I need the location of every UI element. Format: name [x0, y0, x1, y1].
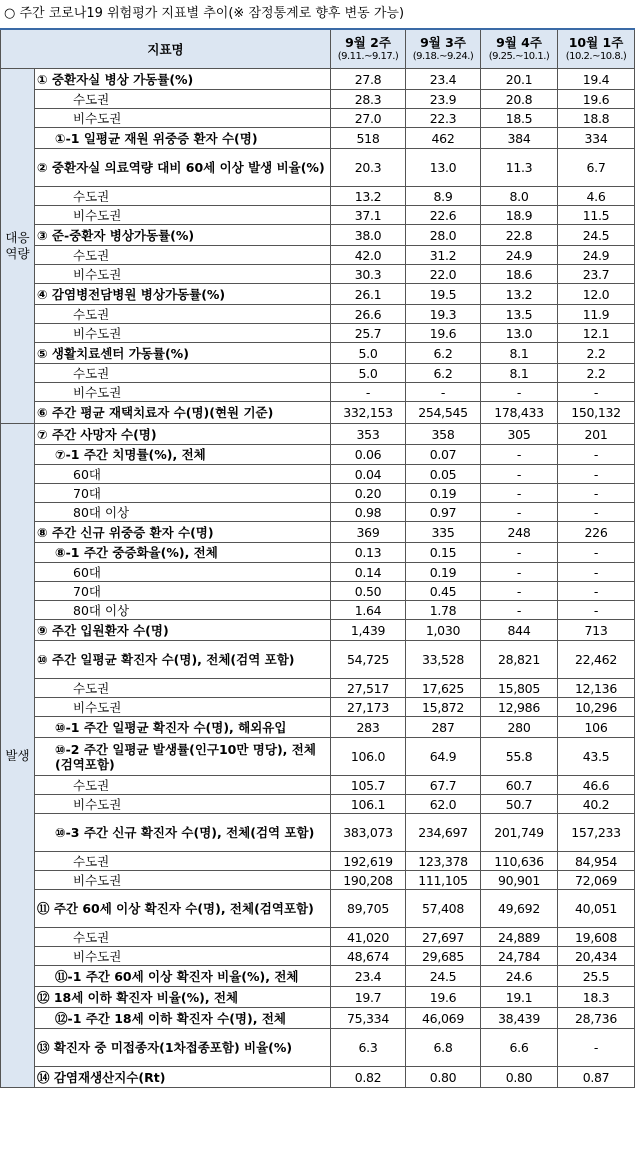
value-cell: 0.98 [331, 503, 406, 522]
row-label: ⑫-1 주간 18세 이하 확진자 수(명), 전체 [35, 1008, 331, 1029]
table-row [1, 698, 635, 717]
row-label: 수도권 [35, 305, 331, 324]
table-row [1, 305, 635, 324]
table-row [1, 738, 635, 776]
value-cell: - [481, 503, 558, 522]
value-cell: 27,173 [331, 698, 406, 717]
value-cell: 50.7 [481, 795, 558, 814]
value-cell: 234,697 [406, 814, 481, 852]
row-label: 비수도권 [35, 324, 331, 343]
value-cell: 0.20 [331, 484, 406, 503]
value-cell: - [481, 543, 558, 563]
value-cell: 8.9 [406, 187, 481, 206]
value-cell: - [331, 383, 406, 402]
value-cell: 111,105 [406, 871, 481, 890]
value-cell: - [558, 582, 635, 601]
row-label: ⑤ 생활치료센터 가동률(%) [35, 343, 331, 364]
row-label: ⑦-1 주간 치명률(%), 전체 [35, 445, 331, 465]
table-row [1, 1029, 635, 1067]
value-cell: 89,705 [331, 890, 406, 928]
value-cell: 0.80 [406, 1067, 481, 1088]
value-cell: 6.2 [406, 343, 481, 364]
value-cell: 332,153 [331, 402, 406, 424]
value-cell: 19.5 [406, 284, 481, 305]
value-cell: 5.0 [331, 343, 406, 364]
table-row [1, 364, 635, 383]
value-cell: 334 [558, 128, 635, 149]
value-cell: 10,296 [558, 698, 635, 717]
value-cell: 6.7 [558, 149, 635, 187]
value-cell: 2.2 [558, 364, 635, 383]
value-cell: 305 [481, 424, 558, 445]
row-label: ①-1 일평균 재원 위중증 환자 수(명) [35, 128, 331, 149]
table-row [1, 206, 635, 225]
value-cell: 0.80 [481, 1067, 558, 1088]
row-label: 수도권 [35, 90, 331, 109]
value-cell: 6.2 [406, 364, 481, 383]
value-cell: 12.0 [558, 284, 635, 305]
value-cell: 178,433 [481, 402, 558, 424]
value-cell: 358 [406, 424, 481, 445]
value-cell: - [481, 563, 558, 582]
table-row [1, 225, 635, 246]
table-row [1, 324, 635, 343]
value-cell: 13.2 [331, 187, 406, 206]
row-label: 비수도권 [35, 947, 331, 966]
indicator-header: 지표명 [1, 29, 331, 69]
value-cell: 22.3 [406, 109, 481, 128]
value-cell: 46.6 [558, 776, 635, 795]
value-cell: 13.0 [406, 149, 481, 187]
value-cell: 0.87 [558, 1067, 635, 1088]
week-header: 10월 1주 (10.2.~10.8.) [558, 29, 635, 69]
value-cell: - [558, 445, 635, 465]
value-cell: 90,901 [481, 871, 558, 890]
value-cell: 353 [331, 424, 406, 445]
value-cell: 18.5 [481, 109, 558, 128]
value-cell: 11.3 [481, 149, 558, 187]
value-cell: - [481, 383, 558, 402]
table-row [1, 814, 635, 852]
value-cell: 33,528 [406, 641, 481, 679]
table-row [1, 641, 635, 679]
value-cell: 248 [481, 522, 558, 543]
value-cell: 287 [406, 717, 481, 738]
value-cell: 6.6 [481, 1029, 558, 1067]
row-label: ⑩-1 주간 일평균 확진자 수(명), 해외유입 [35, 717, 331, 738]
value-cell: 29,685 [406, 947, 481, 966]
value-cell: 24.5 [406, 966, 481, 987]
value-cell: 844 [481, 620, 558, 641]
table-row [1, 69, 635, 90]
table-row [1, 128, 635, 149]
value-cell: 24.6 [481, 966, 558, 987]
table-row [1, 890, 635, 928]
value-cell: 0.04 [331, 465, 406, 484]
value-cell: 37.1 [331, 206, 406, 225]
table-row [1, 966, 635, 987]
row-label: ⑧-1 주간 중증화율(%), 전체 [35, 543, 331, 563]
value-cell: - [558, 383, 635, 402]
table-row [1, 987, 635, 1008]
row-label: 80대 이상 [35, 503, 331, 522]
table-row [1, 582, 635, 601]
table-row [1, 465, 635, 484]
value-cell: 1,030 [406, 620, 481, 641]
value-cell: 24.9 [481, 246, 558, 265]
value-cell: - [558, 563, 635, 582]
group-label: 발생 [1, 424, 35, 1088]
table-row [1, 343, 635, 364]
table-row [1, 852, 635, 871]
value-cell: - [558, 503, 635, 522]
value-cell: 19.1 [481, 987, 558, 1008]
row-label: ⑭ 감염재생산지수(Rt) [35, 1067, 331, 1088]
row-label: ⑩-3 주간 신규 확진자 수(명), 전체(검역 포함) [35, 814, 331, 852]
week-header: 9월 4주 (9.25.~10.1.) [481, 29, 558, 69]
row-label: ② 중환자실 의료역량 대비 60세 이상 발생 비율(%) [35, 149, 331, 187]
value-cell: 2.2 [558, 343, 635, 364]
row-label: 비수도권 [35, 109, 331, 128]
value-cell: 15,805 [481, 679, 558, 698]
table-row [1, 717, 635, 738]
value-cell: 157,233 [558, 814, 635, 852]
value-cell: 0.19 [406, 484, 481, 503]
value-cell: 27,517 [331, 679, 406, 698]
row-label: ⑨ 주간 입원환자 수(명) [35, 620, 331, 641]
value-cell: 4.6 [558, 187, 635, 206]
value-cell: 190,208 [331, 871, 406, 890]
value-cell: 6.8 [406, 1029, 481, 1067]
table-row [1, 679, 635, 698]
table-header-row [1, 29, 635, 69]
value-cell: 24.9 [558, 246, 635, 265]
value-cell: 40,051 [558, 890, 635, 928]
value-cell: - [481, 465, 558, 484]
value-cell: 1.64 [331, 601, 406, 620]
value-cell: 25.7 [331, 324, 406, 343]
value-cell: 19.6 [406, 324, 481, 343]
value-cell: 0.97 [406, 503, 481, 522]
row-label: ⑪-1 주간 60세 이상 확진자 비율(%), 전체 [35, 966, 331, 987]
value-cell: 462 [406, 128, 481, 149]
row-label: 60대 [35, 563, 331, 582]
row-label: 비수도권 [35, 698, 331, 717]
value-cell: - [558, 484, 635, 503]
row-label: 비수도권 [35, 871, 331, 890]
value-cell: 105.7 [331, 776, 406, 795]
value-cell: 19.7 [331, 987, 406, 1008]
value-cell: 23.7 [558, 265, 635, 284]
value-cell: 43.5 [558, 738, 635, 776]
value-cell: 24.5 [558, 225, 635, 246]
value-cell: 11.9 [558, 305, 635, 324]
value-cell: 28,736 [558, 1008, 635, 1029]
value-cell: 19.3 [406, 305, 481, 324]
value-cell: 20,434 [558, 947, 635, 966]
value-cell: 8.0 [481, 187, 558, 206]
table-row [1, 445, 635, 465]
value-cell: 23.4 [331, 966, 406, 987]
value-cell: 23.9 [406, 90, 481, 109]
value-cell: - [406, 383, 481, 402]
value-cell: 106.0 [331, 738, 406, 776]
value-cell: 27.8 [331, 69, 406, 90]
row-label: 수도권 [35, 928, 331, 947]
value-cell: 18.8 [558, 109, 635, 128]
value-cell: 62.0 [406, 795, 481, 814]
table-row [1, 246, 635, 265]
value-cell: 26.1 [331, 284, 406, 305]
row-label: ⑪ 주간 60세 이상 확진자 수(명), 전체(검역포함) [35, 890, 331, 928]
value-cell: 20.8 [481, 90, 558, 109]
value-cell: 27.0 [331, 109, 406, 128]
row-label: ⑧ 주간 신규 위중증 환자 수(명) [35, 522, 331, 543]
value-cell: 0.19 [406, 563, 481, 582]
table-row [1, 563, 635, 582]
value-cell: 41,020 [331, 928, 406, 947]
value-cell: - [481, 445, 558, 465]
table-row [1, 543, 635, 563]
row-label: 비수도권 [35, 795, 331, 814]
value-cell: 40.2 [558, 795, 635, 814]
row-label: 비수도권 [35, 206, 331, 225]
table-body [1, 69, 635, 1088]
table-row [1, 871, 635, 890]
value-cell: - [481, 601, 558, 620]
value-cell: 22.8 [481, 225, 558, 246]
table-row [1, 776, 635, 795]
value-cell: 12,136 [558, 679, 635, 698]
value-cell: - [481, 582, 558, 601]
value-cell: 18.3 [558, 987, 635, 1008]
value-cell: 27,697 [406, 928, 481, 947]
value-cell: 1.78 [406, 601, 481, 620]
value-cell: 335 [406, 522, 481, 543]
value-cell: 383,073 [331, 814, 406, 852]
row-label: 수도권 [35, 852, 331, 871]
value-cell: 22,462 [558, 641, 635, 679]
row-label: ⑥ 주간 평균 재택치료자 수(명)(현원 기준) [35, 402, 331, 424]
table-row [1, 620, 635, 641]
value-cell: 42.0 [331, 246, 406, 265]
value-cell: 60.7 [481, 776, 558, 795]
value-cell: 110,636 [481, 852, 558, 871]
value-cell: 24,889 [481, 928, 558, 947]
table-row [1, 947, 635, 966]
table-row [1, 1008, 635, 1029]
value-cell: 20.1 [481, 69, 558, 90]
value-cell: 0.14 [331, 563, 406, 582]
value-cell: 23.4 [406, 69, 481, 90]
value-cell: 19.6 [406, 987, 481, 1008]
value-cell: 12,986 [481, 698, 558, 717]
value-cell: 254,545 [406, 402, 481, 424]
table-row [1, 90, 635, 109]
value-cell: 192,619 [331, 852, 406, 871]
table-row [1, 284, 635, 305]
value-cell: 48,674 [331, 947, 406, 966]
value-cell: 0.45 [406, 582, 481, 601]
row-label: 60대 [35, 465, 331, 484]
value-cell: 8.1 [481, 343, 558, 364]
table-row [1, 928, 635, 947]
value-cell: 6.3 [331, 1029, 406, 1067]
value-cell: 22.6 [406, 206, 481, 225]
row-label: ④ 감염병전담병원 병상가동률(%) [35, 284, 331, 305]
value-cell: 106.1 [331, 795, 406, 814]
value-cell: 28.0 [406, 225, 481, 246]
row-label: ⑬ 확진자 중 미접종자(1차접종포함) 비율(%) [35, 1029, 331, 1067]
value-cell: 64.9 [406, 738, 481, 776]
value-cell: 18.6 [481, 265, 558, 284]
value-cell: 46,069 [406, 1008, 481, 1029]
value-cell: 5.0 [331, 364, 406, 383]
value-cell: 26.6 [331, 305, 406, 324]
value-cell: 72,069 [558, 871, 635, 890]
value-cell: 384 [481, 128, 558, 149]
table-row [1, 402, 635, 424]
risk-indicator-table [0, 28, 635, 1088]
table-row [1, 601, 635, 620]
value-cell: 0.50 [331, 582, 406, 601]
value-cell: 24,784 [481, 947, 558, 966]
table-row [1, 383, 635, 402]
value-cell: 0.82 [331, 1067, 406, 1088]
table-row [1, 109, 635, 128]
value-cell: 0.06 [331, 445, 406, 465]
value-cell: - [558, 543, 635, 563]
value-cell: 226 [558, 522, 635, 543]
row-label: ⑦ 주간 사망자 수(명) [35, 424, 331, 445]
value-cell: 25.5 [558, 966, 635, 987]
row-label: 수도권 [35, 776, 331, 795]
value-cell: 38,439 [481, 1008, 558, 1029]
value-cell: 19.4 [558, 69, 635, 90]
value-cell: 49,692 [481, 890, 558, 928]
row-label: 70대 [35, 582, 331, 601]
row-label: 70대 [35, 484, 331, 503]
value-cell: 19.6 [558, 90, 635, 109]
table-row [1, 503, 635, 522]
value-cell: 12.1 [558, 324, 635, 343]
row-label: ⑩-2 주간 일평균 발생률(인구10만 명당), 전체(검역포함) [35, 738, 331, 776]
value-cell: 18.9 [481, 206, 558, 225]
table-row [1, 149, 635, 187]
table-row [1, 187, 635, 206]
value-cell: - [558, 601, 635, 620]
row-label: 수도권 [35, 187, 331, 206]
value-cell: 19,608 [558, 928, 635, 947]
row-label: ⑩ 주간 일평균 확진자 수(명), 전체(검역 포함) [35, 641, 331, 679]
row-label: 수도권 [35, 364, 331, 383]
row-label: ⑫ 18세 이하 확진자 비율(%), 전체 [35, 987, 331, 1008]
page-title: ○ 주간 코로나19 위험평가 지표별 추이(※ 잠정통계로 향후 변동 가능) [4, 6, 405, 21]
value-cell: 30.3 [331, 265, 406, 284]
table-row [1, 265, 635, 284]
value-cell: - [558, 465, 635, 484]
row-label: 수도권 [35, 246, 331, 265]
value-cell: 22.0 [406, 265, 481, 284]
value-cell: 8.1 [481, 364, 558, 383]
value-cell: 0.13 [331, 543, 406, 563]
value-cell: 201 [558, 424, 635, 445]
value-cell: 54,725 [331, 641, 406, 679]
row-label: ③ 준-중환자 병상가동률(%) [35, 225, 331, 246]
value-cell: 13.5 [481, 305, 558, 324]
value-cell: 31.2 [406, 246, 481, 265]
value-cell: - [558, 1029, 635, 1067]
value-cell: 106 [558, 717, 635, 738]
row-label: 비수도권 [35, 383, 331, 402]
value-cell: 0.05 [406, 465, 481, 484]
row-label: 비수도권 [35, 265, 331, 284]
value-cell: 75,334 [331, 1008, 406, 1029]
value-cell: 123,378 [406, 852, 481, 871]
value-cell: 28.3 [331, 90, 406, 109]
value-cell: 13.0 [481, 324, 558, 343]
value-cell: 57,408 [406, 890, 481, 928]
value-cell: 283 [331, 717, 406, 738]
week-header: 9월 2주 (9.11.~9.17.) [331, 29, 406, 69]
value-cell: 17,625 [406, 679, 481, 698]
value-cell: 0.15 [406, 543, 481, 563]
value-cell: 15,872 [406, 698, 481, 717]
value-cell: 0.07 [406, 445, 481, 465]
table-row [1, 522, 635, 543]
value-cell: 11.5 [558, 206, 635, 225]
value-cell: 38.0 [331, 225, 406, 246]
value-cell: 369 [331, 522, 406, 543]
week-header: 9월 3주 (9.18.~9.24.) [406, 29, 481, 69]
value-cell: 28,821 [481, 641, 558, 679]
table-row [1, 424, 635, 445]
value-cell: 713 [558, 620, 635, 641]
value-cell: 13.2 [481, 284, 558, 305]
table-row [1, 795, 635, 814]
value-cell: 201,749 [481, 814, 558, 852]
value-cell: 280 [481, 717, 558, 738]
value-cell: 55.8 [481, 738, 558, 776]
value-cell: 150,132 [558, 402, 635, 424]
row-label: ① 중환자실 병상 가동률(%) [35, 69, 331, 90]
group-label: 대응 역량 [1, 69, 35, 424]
value-cell: 1,439 [331, 620, 406, 641]
value-cell: - [481, 484, 558, 503]
value-cell: 84,954 [558, 852, 635, 871]
table-row [1, 484, 635, 503]
table-row [1, 1067, 635, 1088]
value-cell: 518 [331, 128, 406, 149]
row-label: 80대 이상 [35, 601, 331, 620]
value-cell: 20.3 [331, 149, 406, 187]
value-cell: 67.7 [406, 776, 481, 795]
row-label: 수도권 [35, 679, 331, 698]
